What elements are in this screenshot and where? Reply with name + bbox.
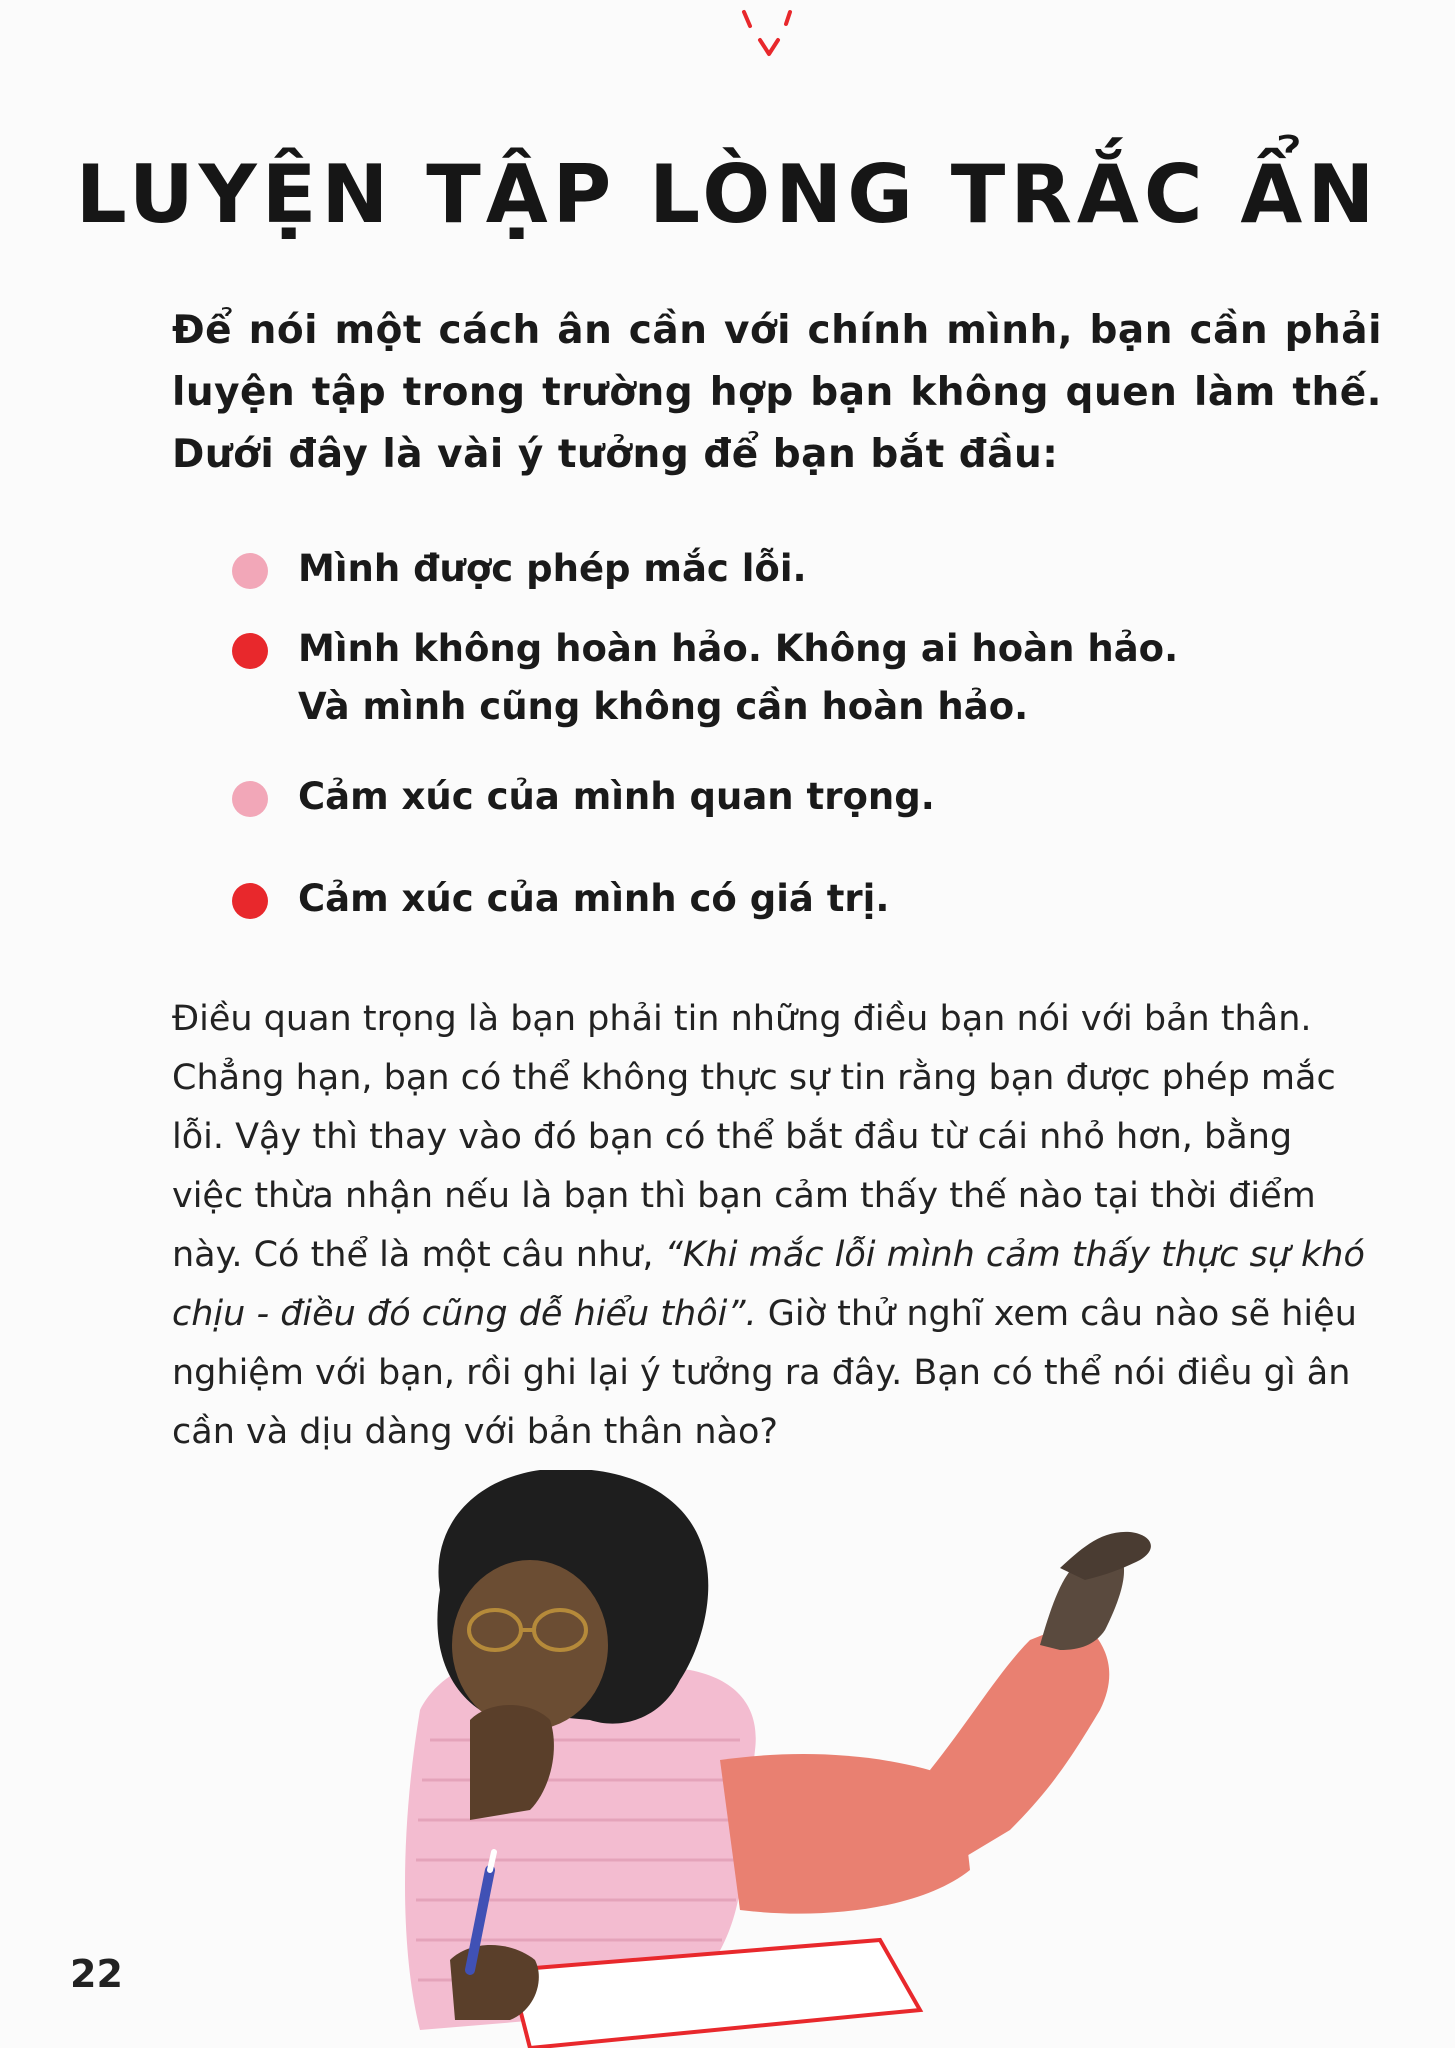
body-quote: “Khi mắc lỗi mình cảm thấy thực sự khó chịu - điều đó cũng dễ hiểu thôi”. [172,1235,1365,1334]
list-item [232,620,1178,736]
bullet-dot-icon [232,883,268,919]
body-text-end: Giờ thử nghĩ xem câu nào sẽ hiệu nghiệm với bạn, rồi ghi lại ý tưởng ra đây. Bạn có thể nói điều gì ân cần và dịu dàng với bản thân nào? [172,1294,1357,1452]
bullet-dot-icon [232,781,268,817]
list-item [232,870,1178,928]
list-item-text: Mình được phép mắc lỗi. [298,547,807,590]
page-number: 22 [70,1952,123,1996]
affirmation-list [232,540,1178,928]
list-item [232,540,1178,598]
intro-paragraph: Để nói một cách ân cần với chính mình, bạn cần phải luyện tập trong trường hợp bạn không quen làm thế. Dưới đây là vài ý tưởng để bạn bắt đầu: [172,308,1382,477]
body-text-start: Điều quan trọng là bạn phải tin những điều bạn nói với bản thân. Chẳng hạn, bạn có thể không thực sự tin rằng bạn được phép mắc lỗi. Vậy thì thay vào đó bạn có thể bắt đầu từ cái nhỏ hơn, bằng việc thừa nhận nếu là bạn thì bạn cảm thấy thế nào tại thời điểm này. Có thể là một câu như, [172,999,1336,1275]
list-item [232,768,1178,826]
list-item-text: Cảm xúc của mình quan trọng. [298,775,935,818]
list-item-text-line2: Và mình cũng không cần hoàn hảo. [298,685,1029,728]
list-item-text: Cảm xúc của mình có giá trị. [298,877,890,920]
girl-writing-illustration [360,1470,1455,2048]
body-paragraph [172,990,1372,1462]
page-title: LUYỆN TẬP LÒNG TRẮC ẨN [75,148,1380,241]
bullet-dot-icon [232,633,268,669]
decorative-arrow-icon [740,8,800,64]
list-item-text: Mình không hoàn hảo. Không ai hoàn hảo. [298,627,1179,670]
bullet-dot-icon [232,553,268,589]
